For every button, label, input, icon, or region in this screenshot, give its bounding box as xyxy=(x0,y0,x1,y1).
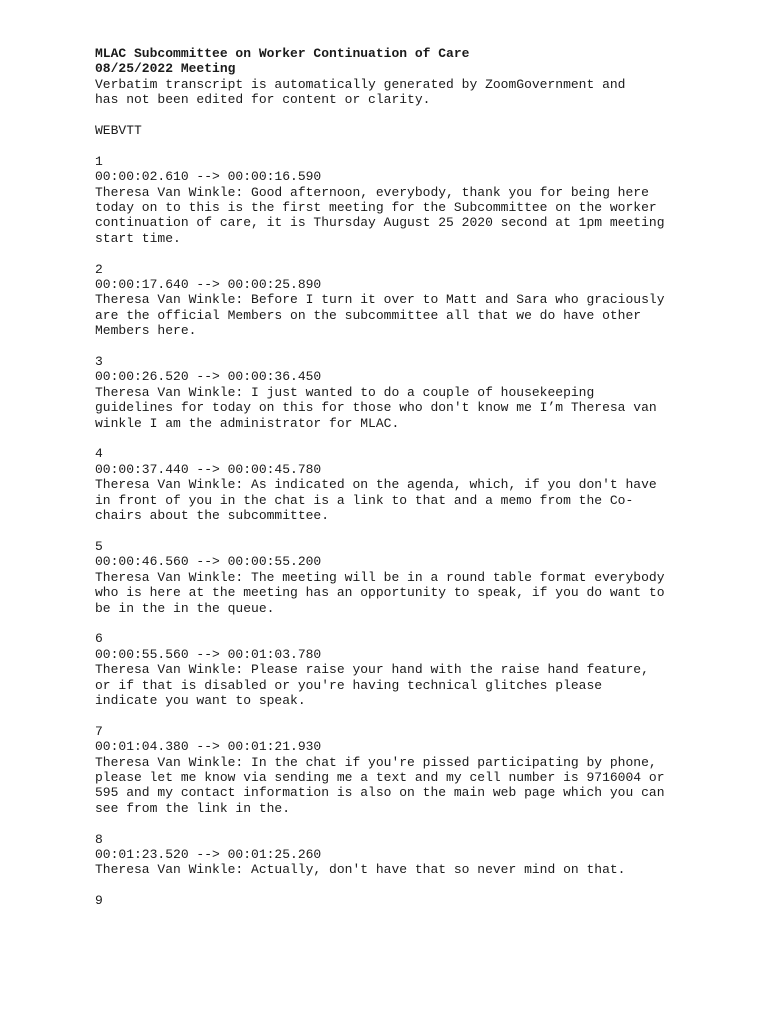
cue-text-line: continuation of care, it is Thursday August 25 2020 second at 1pm meeting xyxy=(95,215,665,231)
cue-timing: 00:01:04.380 --> 00:01:21.930 xyxy=(95,739,322,755)
document-title: MLAC Subcommittee on Worker Continuation of Care xyxy=(95,46,470,61)
disclaimer-line: has not been edited for content or clarity. xyxy=(95,92,431,108)
cue-text-line: or if that is disabled or you're having technical glitches please xyxy=(95,677,603,693)
cue-text-line: in front of you in the chat is a link to that and a memo from the Co- xyxy=(95,492,634,508)
cue-index: 1 xyxy=(95,153,103,169)
cue-text-line: please let me know via sending me a text and my cell number is 9716004 or xyxy=(95,769,665,785)
transcript-cue xyxy=(95,539,695,616)
spacer xyxy=(95,138,695,153)
cue-index: 5 xyxy=(95,538,103,554)
spacer xyxy=(95,878,695,893)
cue-list xyxy=(95,154,695,909)
meeting-date: 08/25/2022 Meeting xyxy=(95,61,236,77)
cue-text-line: Theresa Van Winkle: The meeting will be in a round table format everybody xyxy=(95,569,665,585)
cue-text-line: see from the link in the. xyxy=(95,800,291,816)
spacer xyxy=(95,616,695,631)
cue-text-line: guidelines for today on this for those who don't know me I’m Theresa van xyxy=(95,400,657,416)
cue-index: 6 xyxy=(95,631,103,647)
spacer xyxy=(95,339,695,354)
cue-timing: 00:00:46.560 --> 00:00:55.200 xyxy=(95,554,322,570)
cue-text-line: Theresa Van Winkle: As indicated on the agenda, which, if you don't have xyxy=(95,477,657,493)
cue-text-line: chairs about the subcommittee. xyxy=(95,508,330,524)
cue-text-line: start time. xyxy=(95,230,181,246)
transcript-cue xyxy=(95,446,695,523)
cue-text-line: 595 and my contact information is also on the main web page which you can xyxy=(95,785,665,801)
cue-index: 2 xyxy=(95,261,103,277)
cue-timing: 00:00:02.610 --> 00:00:16.590 xyxy=(95,169,322,185)
cue-text-line: winkle I am the administrator for MLAC. xyxy=(95,415,400,431)
spacer xyxy=(95,246,695,261)
cue-text-line: Theresa Van Winkle: Please raise your hand with the raise hand feature, xyxy=(95,662,649,678)
transcript-page xyxy=(95,46,695,909)
cue-timing: 00:00:55.560 --> 00:01:03.780 xyxy=(95,646,322,662)
cue-index: 3 xyxy=(95,354,103,370)
disclaimer-line: Verbatim transcript is automatically generated by ZoomGovernment and xyxy=(95,76,626,92)
transcript-cue xyxy=(95,724,695,816)
spacer xyxy=(95,524,695,539)
cue-text-line: Members here. xyxy=(95,323,197,339)
cue-text-line: Theresa Van Winkle: Actually, don't have that so never mind on that. xyxy=(95,862,626,878)
cue-text-line: who is here at the meeting has an opportunity to speak, if you do want to xyxy=(95,585,665,601)
cue-text-line: today on to this is the first meeting for the Subcommittee on the worker xyxy=(95,200,657,216)
spacer xyxy=(95,431,695,446)
cue-text-line: Theresa Van Winkle: Before I turn it over to Matt and Sara who graciously xyxy=(95,292,665,308)
cue-text-line: Theresa Van Winkle: Good afternoon, everybody, thank you for being here xyxy=(95,184,649,200)
cue-index: 7 xyxy=(95,723,103,739)
cue-index: 9 xyxy=(95,893,103,909)
cue-timing: 00:00:17.640 --> 00:00:25.890 xyxy=(95,277,322,293)
transcript-cue xyxy=(95,893,695,908)
transcript-cue xyxy=(95,832,695,878)
spacer xyxy=(95,816,695,831)
cue-index: 8 xyxy=(95,831,103,847)
cue-text-line: are the official Members on the subcommittee all that we do have other xyxy=(95,307,642,323)
cue-index: 4 xyxy=(95,446,103,462)
spacer xyxy=(95,108,695,123)
transcript-cue xyxy=(95,262,695,339)
spacer xyxy=(95,708,695,723)
transcript-cue xyxy=(95,354,695,431)
cue-timing: 00:00:26.520 --> 00:00:36.450 xyxy=(95,369,322,385)
cue-text-line: Theresa Van Winkle: I just wanted to do a couple of housekeeping xyxy=(95,384,595,400)
transcript-cue xyxy=(95,631,695,708)
cue-text-line: Theresa Van Winkle: In the chat if you're pissed participating by phone, xyxy=(95,754,657,770)
cue-text-line: be in the in the queue. xyxy=(95,600,275,616)
cue-timing: 00:00:37.440 --> 00:00:45.780 xyxy=(95,461,322,477)
cue-timing: 00:01:23.520 --> 00:01:25.260 xyxy=(95,846,322,862)
format-label: WEBVTT xyxy=(95,123,142,139)
transcript-cue xyxy=(95,154,695,246)
cue-text-line: indicate you want to speak. xyxy=(95,692,306,708)
